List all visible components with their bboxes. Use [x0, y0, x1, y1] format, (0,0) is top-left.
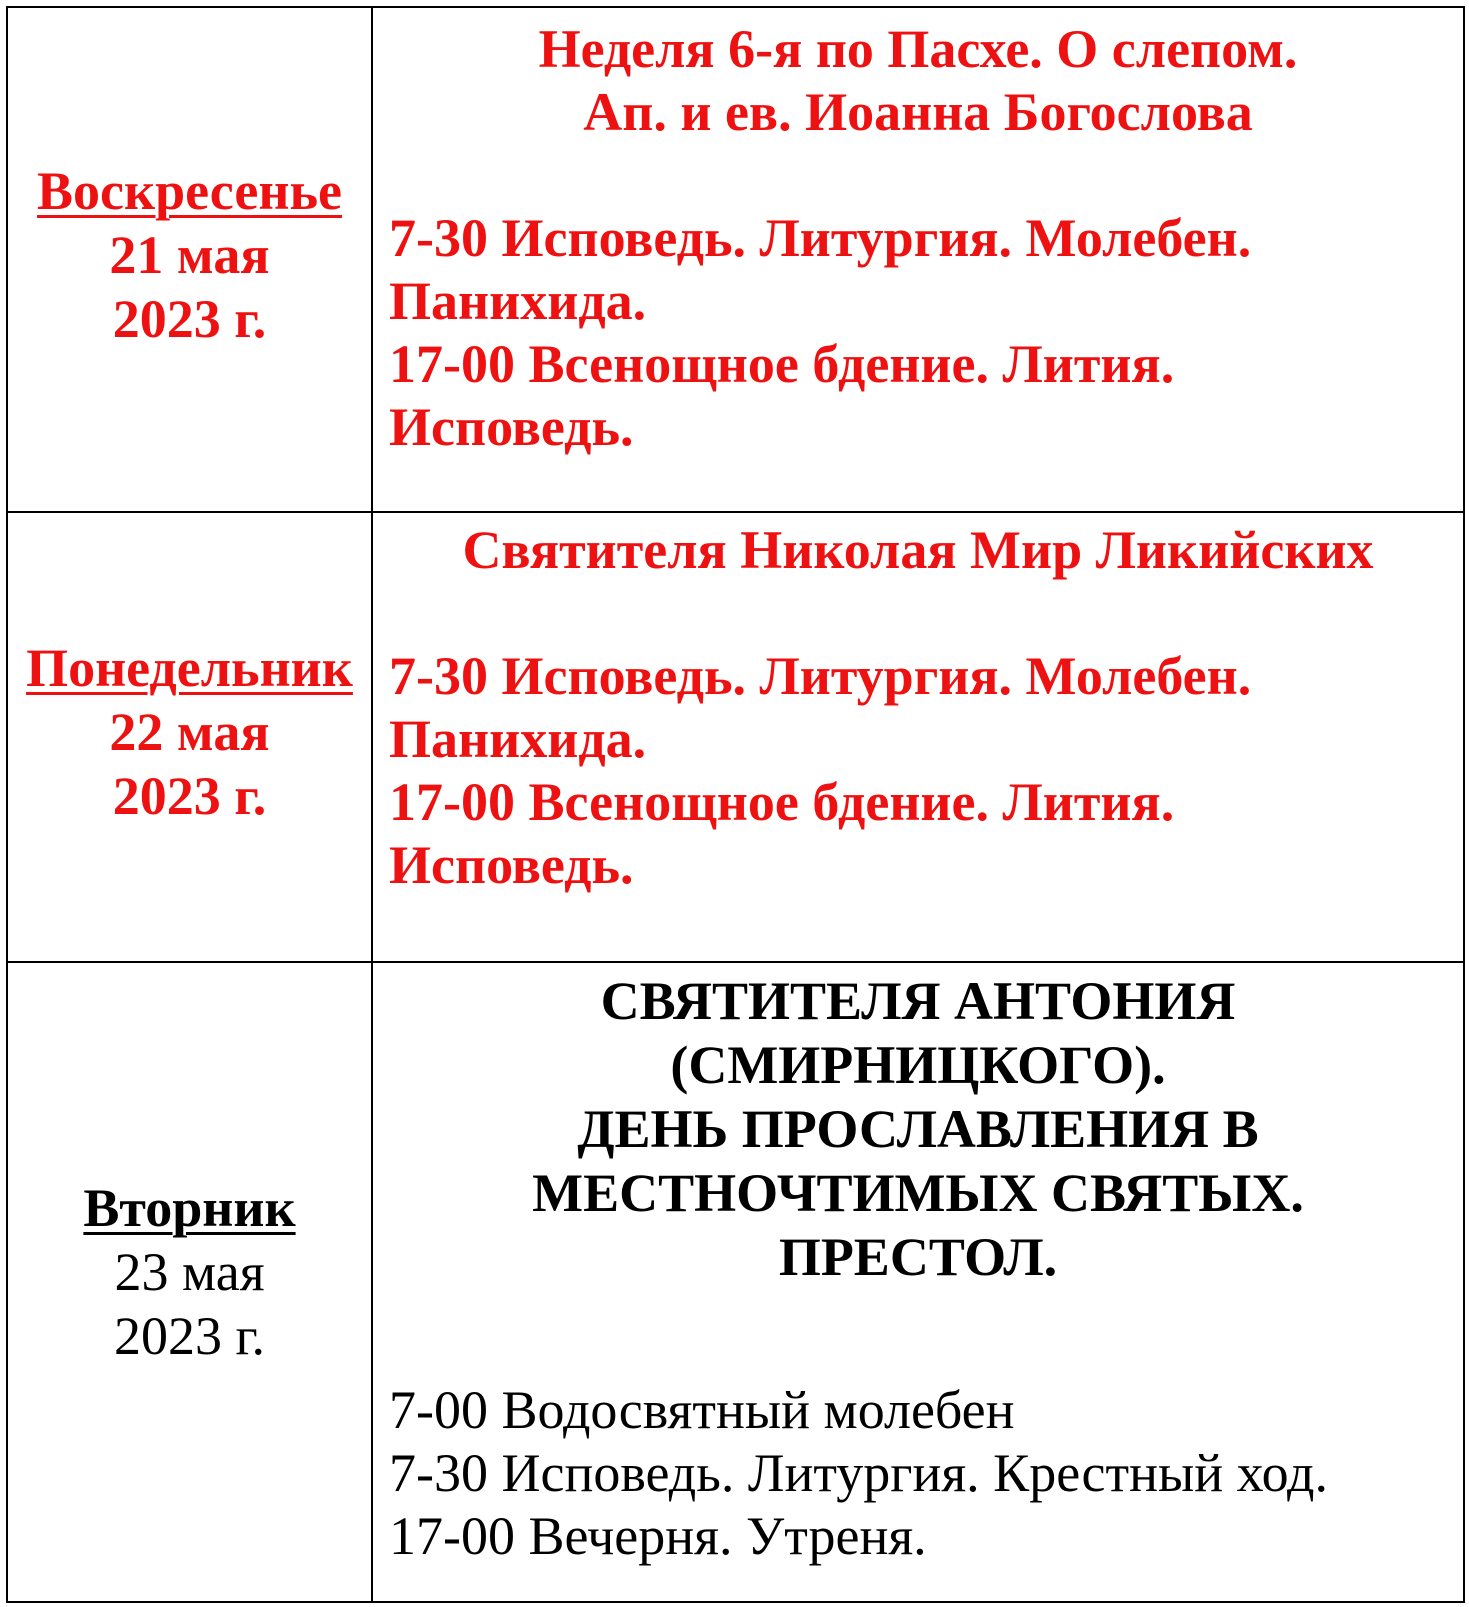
- info-cell-tuesday: [372, 962, 1464, 1602]
- service-line: 17-00 Всенощное бдение. Лития.: [389, 772, 1175, 832]
- day-year: 2023 г.: [112, 288, 267, 349]
- day-name: Вторник: [83, 1178, 296, 1238]
- day-date: 22 мая: [109, 702, 270, 762]
- schedule-table: [6, 6, 1465, 1603]
- service-line: 17-00 Всенощное бдение. Лития.: [389, 334, 1175, 394]
- feast-title-line: МЕСТНОЧТИМЫХ СВЯТЫХ.: [532, 1163, 1304, 1223]
- day-name: Воскресенье: [37, 160, 342, 221]
- feast-title-line: Ап. и ев. Иоанна Богослова: [583, 82, 1253, 142]
- feast-title-line: ПРЕСТОЛ.: [778, 1227, 1058, 1287]
- schedule-row-monday: [7, 512, 1464, 962]
- service-line: 17-00 Вечерня. Утреня.: [389, 1506, 927, 1566]
- feast-title-line: ДЕНЬ ПРОСЛАВЛЕНИЯ В: [577, 1099, 1259, 1159]
- schedule-row-tuesday: [7, 962, 1464, 1602]
- service-line: Панихида.: [389, 271, 647, 331]
- day-cell-sunday: [7, 7, 372, 512]
- day-cell-monday: [7, 512, 372, 962]
- service-list: [389, 207, 1447, 459]
- service-line: 7-00 Водосвятный молебен: [389, 1380, 1015, 1440]
- day-name: Понедельник: [26, 638, 353, 698]
- feast-title-line: (СМИРНИЦКОГО).: [670, 1035, 1166, 1095]
- day-date: 21 мая: [109, 224, 270, 285]
- day-cell-tuesday: [7, 962, 372, 1602]
- service-list: [389, 1379, 1447, 1568]
- service-line: Исповедь.: [389, 835, 634, 895]
- service-line: 7-30 Исповедь. Литургия. Крестный ход.: [389, 1443, 1329, 1503]
- service-line: 7-30 Исповедь. Литургия. Молебен.: [389, 208, 1252, 268]
- service-list: [389, 645, 1447, 897]
- service-line: 7-30 Исповедь. Литургия. Молебен.: [389, 646, 1252, 706]
- info-cell-monday: [372, 512, 1464, 962]
- feast-title: [389, 18, 1447, 144]
- feast-title-line: СВЯТИТЕЛЯ АНТОНИЯ: [600, 971, 1236, 1031]
- feast-title: [389, 519, 1447, 582]
- info-cell-sunday: [372, 7, 1464, 512]
- feast-title-line: Святителя Николая Мир Ликийских: [462, 520, 1374, 580]
- schedule-row-sunday: [7, 7, 1464, 512]
- day-year: 2023 г.: [112, 766, 267, 826]
- feast-title: [389, 969, 1447, 1289]
- day-date: 23 мая: [114, 1242, 265, 1302]
- day-year: 2023 г.: [113, 1306, 266, 1366]
- service-line: Панихида.: [389, 709, 647, 769]
- service-line: Исповедь.: [389, 397, 634, 457]
- feast-title-line: Неделя 6-я по Пасхе. О слепом.: [538, 19, 1298, 79]
